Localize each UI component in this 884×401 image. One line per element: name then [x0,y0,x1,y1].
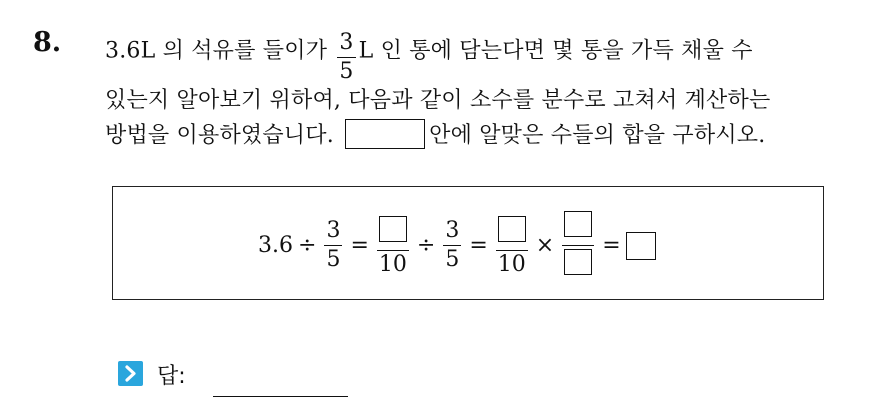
divide-sign: ÷ [416,233,436,258]
eq-fraction-1-num: 3 [326,218,341,243]
fraction-numerator: 3 [339,30,354,55]
eq-fraction-5-den [562,246,594,280]
eq-fraction-3 [443,220,461,271]
eq-start-value: 3.6 [258,233,293,258]
blank-box [564,211,592,237]
question-number: 8. [33,27,62,58]
blank-box-result [626,232,656,260]
blank-box [498,216,526,242]
eq-fraction-4-den: 10 [497,251,526,277]
answer-label: 답: [157,364,186,389]
eq-fraction-2 [377,216,409,276]
question-text-3b: 안에 알맞은 수들의 합을 구하시오. [429,123,766,148]
eq-fraction-3-num: 3 [445,218,460,243]
eq-fraction-5-num [562,211,594,245]
blank-box-inline [345,119,425,149]
question-text-1a: 3.6L 의 석유를 들이가 [105,38,328,64]
equals-sign: = [350,233,369,258]
eq-fraction-5 [562,211,594,280]
times-sign: × [535,233,555,258]
answer-input-line[interactable] [213,396,348,397]
eq-fraction-4-num [496,216,528,250]
divide-sign: ÷ [298,233,317,258]
question-text-3a: 방법을 이용하였습니다. [105,123,334,148]
equation [258,211,656,280]
equals-sign: = [602,233,621,258]
eq-fraction-3-den: 5 [445,247,460,272]
question-line-3 [105,118,765,151]
eq-fraction-2-num [377,216,409,250]
fraction-3-5 [337,32,355,83]
fraction-denominator: 5 [339,59,354,84]
equals-sign: = [469,233,488,258]
question-line-2: 있는지 알아보기 위하여, 다음과 같이 소수를 분수로 고쳐서 계산하는 [105,88,771,113]
eq-fraction-1 [324,220,342,271]
eq-fraction-2-den: 10 [378,251,407,277]
blank-box [379,216,407,242]
question-text-1b: L 인 통에 담는다면 몇 통을 가득 채울 수 [358,38,753,64]
blank-box [564,249,592,275]
question-line-1 [105,26,753,84]
chevron-right-icon [118,361,143,386]
eq-fraction-1-den: 5 [326,247,341,272]
eq-fraction-4 [496,216,528,276]
